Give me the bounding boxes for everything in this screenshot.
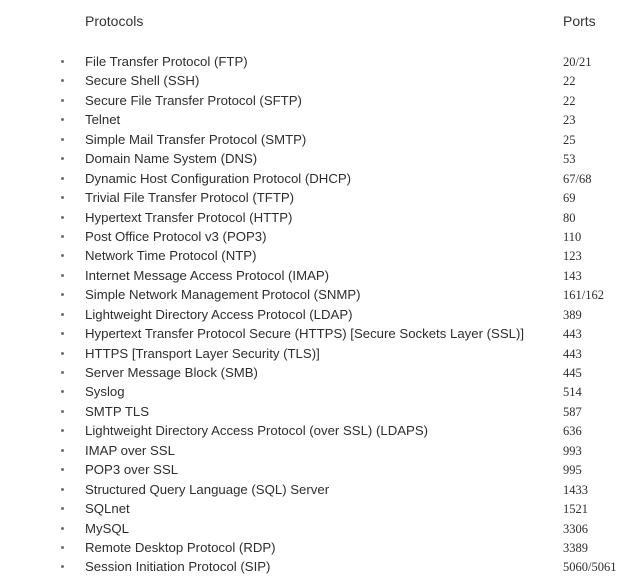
port-number: 445	[563, 366, 582, 380]
bullet-icon	[61, 196, 64, 199]
port-number: 20/21	[563, 55, 592, 69]
bullet-icon	[61, 527, 64, 530]
protocol-name: Domain Name System (DNS)	[85, 151, 258, 167]
port-number: 443	[563, 346, 582, 361]
bullet-icon	[61, 235, 64, 238]
list-item	[0, 149, 640, 168]
list-item	[0, 91, 640, 110]
bullet-icon	[61, 546, 64, 549]
protocol-name: Structured Query Language (SQL) Server	[85, 481, 330, 497]
protocol-name: MySQL	[85, 520, 129, 536]
protocol-name: Hypertext Transfer Protocol (HTTP)	[85, 209, 293, 225]
bullet-icon	[61, 216, 64, 219]
bullet-icon	[61, 274, 64, 277]
list-item	[0, 188, 640, 207]
list-item	[0, 363, 640, 382]
ports-column-header: Ports	[563, 13, 596, 29]
port-number: 389	[563, 307, 582, 322]
list-item	[0, 71, 640, 90]
protocol-name: HTTPS [Transport Layer Security (TLS)]	[85, 345, 320, 361]
bullet-icon	[61, 79, 64, 82]
bullet-icon	[61, 157, 64, 160]
protocol-name: File Transfer Protocol (FTP)	[85, 54, 248, 69]
list-item	[0, 519, 640, 538]
list-item	[0, 402, 640, 421]
list-item	[0, 169, 640, 188]
port-number: 993	[563, 443, 582, 458]
protocol-name: Secure Shell (SSH)	[85, 73, 200, 89]
bullet-icon	[61, 313, 64, 316]
port-number: 1521	[563, 502, 588, 517]
bullet-icon	[61, 254, 64, 257]
protocol-name: Simple Mail Transfer Protocol (SMTP)	[85, 131, 307, 147]
list-item	[0, 499, 640, 518]
bullet-icon	[61, 565, 64, 568]
protocol-name: Post Office Protocol v3 (POP3)	[85, 228, 267, 244]
bullet-icon	[61, 410, 64, 413]
port-number: 161/162	[563, 288, 604, 303]
list-item	[0, 557, 640, 576]
bullet-icon	[61, 352, 64, 355]
list-item	[0, 538, 640, 557]
port-number: 110	[563, 229, 582, 244]
protocol-name: Simple Network Management Protocol (SNMP)	[85, 287, 361, 303]
protocol-name: Lightweight Directory Access Protocol (LDAP)	[85, 306, 353, 322]
protocol-name: Syslog	[85, 384, 125, 400]
list-item	[0, 324, 640, 343]
list-item	[0, 246, 640, 265]
protocol-name: POP3 over SSL	[85, 462, 179, 478]
bullet-icon	[61, 118, 64, 121]
bullet-icon	[61, 507, 64, 510]
list-item	[0, 441, 640, 460]
port-number: 69	[563, 191, 576, 206]
port-number: 443	[563, 327, 582, 342]
list-item	[0, 130, 640, 149]
bullet-icon	[61, 390, 64, 393]
list-item	[0, 227, 640, 246]
port-number: 995	[563, 463, 582, 478]
protocol-name: Network Time Protocol (NTP)	[85, 248, 257, 264]
protocol-name: Secure File Transfer Protocol (SFTP)	[85, 92, 302, 108]
port-number: 3306	[563, 521, 588, 536]
port-number: 514	[563, 385, 582, 400]
bullet-icon	[61, 99, 64, 102]
protocol-name: IMAP over SSL	[85, 442, 175, 458]
list-item	[0, 382, 640, 401]
bullet-icon	[61, 449, 64, 452]
port-number: 587	[563, 404, 582, 419]
bullet-icon	[61, 371, 64, 374]
list-item	[0, 208, 640, 227]
list-item	[0, 480, 640, 499]
bullet-icon	[61, 138, 64, 141]
port-number: 123	[563, 249, 582, 264]
protocol-name: Remote Desktop Protocol (RDP)	[85, 539, 276, 555]
protocol-name: Internet Message Access Protocol (IMAP)	[85, 267, 330, 283]
bullet-icon	[61, 60, 64, 63]
protocol-name: Telnet	[85, 112, 121, 128]
bullet-icon	[61, 429, 64, 432]
list-item	[0, 305, 640, 324]
port-number: 53	[563, 152, 576, 167]
list-item	[0, 52, 640, 71]
list-item	[0, 460, 640, 479]
list-item	[0, 344, 640, 363]
list-item	[0, 266, 640, 285]
port-number: 1433	[563, 482, 588, 497]
port-number: 3389	[563, 540, 588, 555]
port-number: 22	[563, 93, 576, 108]
port-number: 22	[563, 74, 576, 89]
list-item	[0, 110, 640, 129]
bullet-icon	[61, 468, 64, 471]
protocol-name: Dynamic Host Configuration Protocol (DHCP)	[85, 170, 352, 186]
bullet-icon	[61, 177, 64, 180]
protocol-name: Lightweight Directory Access Protocol (over SSL) (LDAPS)	[85, 423, 429, 439]
protocols-column-header: Protocols	[85, 13, 144, 29]
table-header	[0, 13, 640, 33]
port-number: 636	[563, 424, 582, 439]
port-number: 143	[563, 268, 582, 283]
list-item	[0, 285, 640, 304]
port-number: 80	[563, 210, 576, 225]
port-number: 67/68	[563, 171, 592, 186]
list-item	[0, 421, 640, 440]
bullet-icon	[61, 293, 64, 296]
protocol-name: Hypertext Transfer Protocol Secure (HTTPS) [Secure Sockets Layer (SSL)]	[85, 326, 525, 342]
protocol-name: Trivial File Transfer Protocol (TFTP)	[85, 190, 295, 206]
protocol-list	[0, 52, 640, 577]
bullet-icon	[61, 488, 64, 491]
bullet-icon	[61, 332, 64, 335]
port-number: 25	[563, 132, 576, 147]
port-number: 5060/5061	[563, 560, 617, 575]
protocol-name: SQLnet	[85, 501, 130, 517]
protocol-name: Server Message Block (SMB)	[85, 365, 258, 380]
protocol-name: Session Initiation Protocol (SIP)	[85, 559, 271, 575]
port-number: 23	[563, 113, 576, 128]
protocol-name: SMTP TLS	[85, 403, 150, 419]
